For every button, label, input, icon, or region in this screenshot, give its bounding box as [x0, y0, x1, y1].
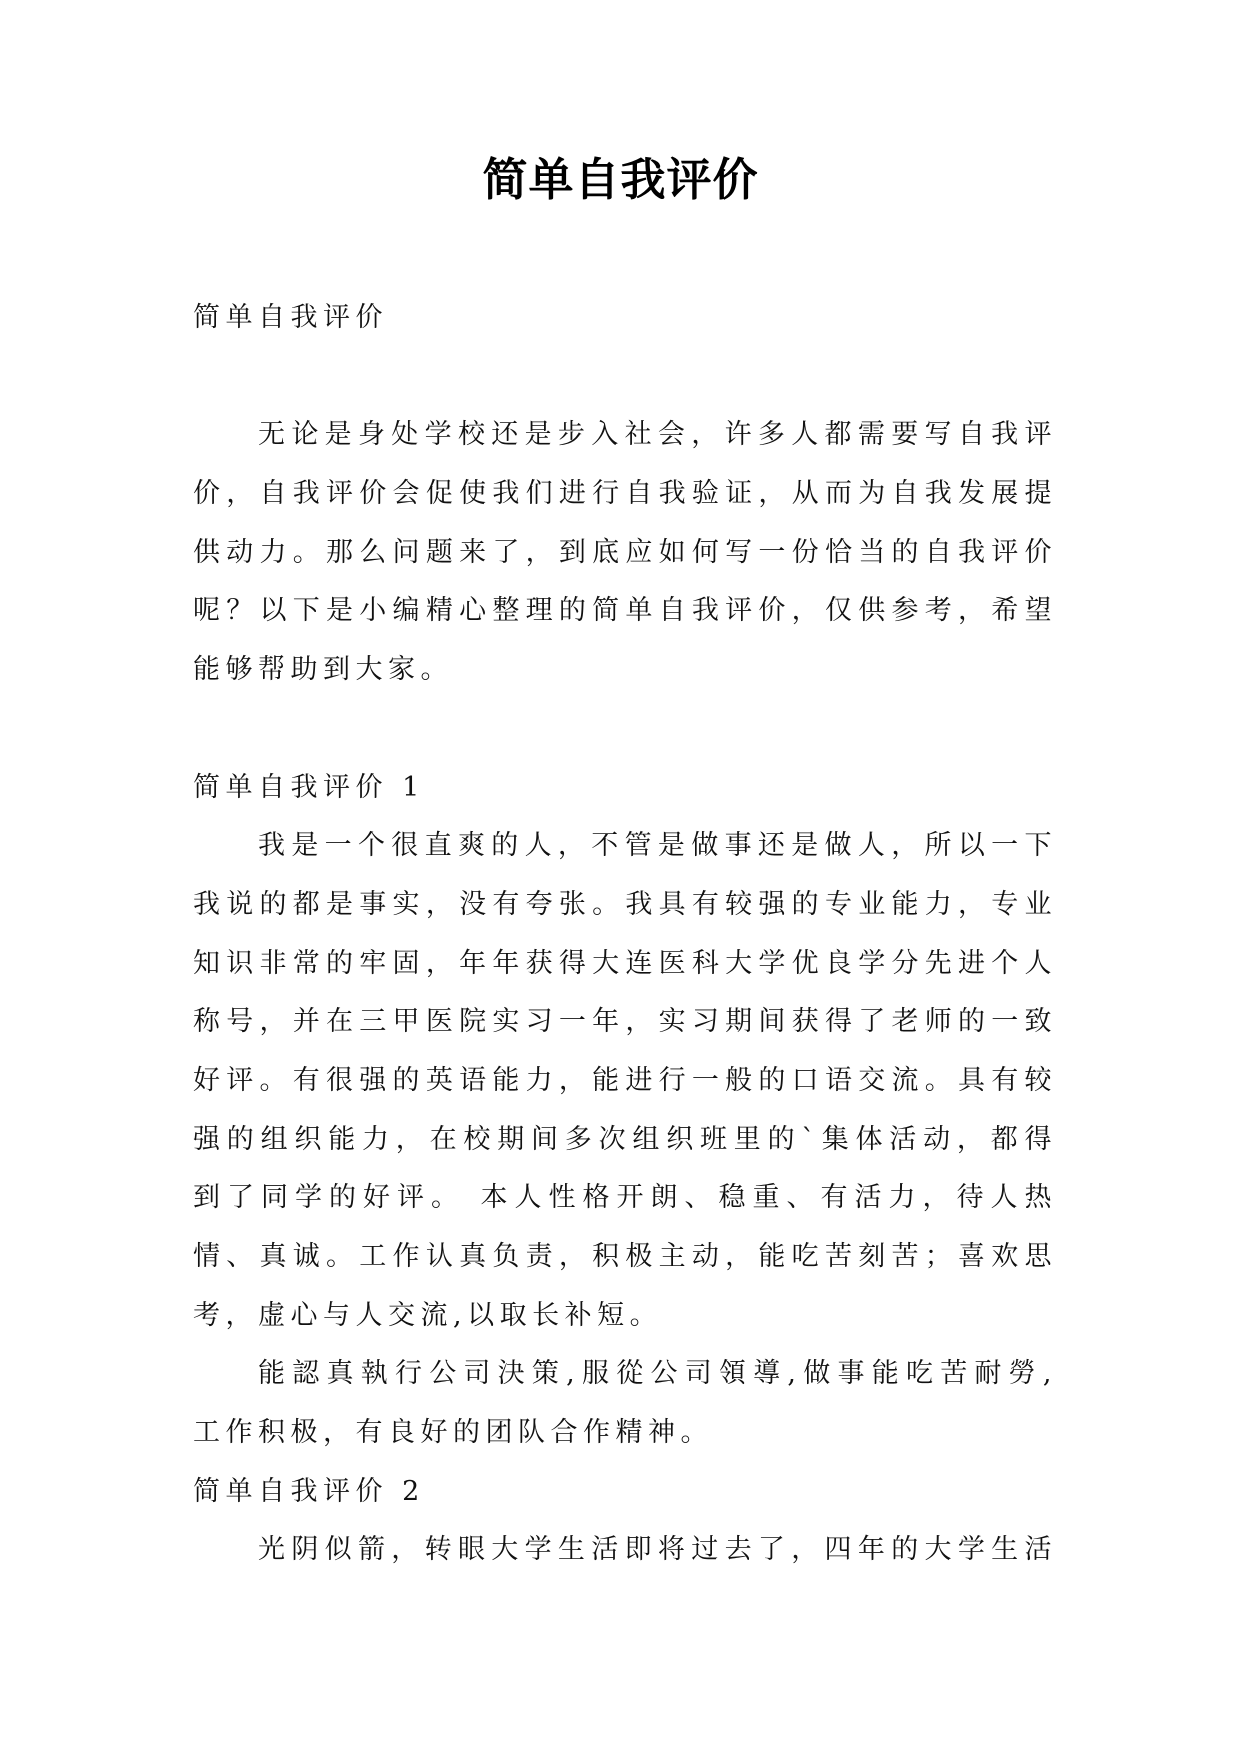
- section-2-paragraph-1: [193, 1521, 1057, 1580]
- section-1-paragraph-2: [193, 1345, 1057, 1462]
- section-heading: 简单自我评价 2: [193, 1475, 425, 1507]
- paragraph-line: 强的组织能力，在校期间多次组织班里的`集体活动，都得: [193, 1123, 1057, 1155]
- paragraph-line: 知识非常的牢固，年年获得大连医科大学优良学分先进个人: [193, 947, 1057, 979]
- paragraph-line: 供动力。那么问题来了，到底应如何写一份恰当的自我评价: [193, 536, 1057, 568]
- paragraph-line: 好评。有很强的英语能力，能进行一般的口语交流。具有较: [193, 1064, 1057, 1096]
- paragraph-line: 工作积极，有良好的团队合作精神。: [193, 1417, 713, 1449]
- section-1: [193, 759, 1057, 1463]
- document-title: 简单自我评价: [482, 153, 759, 206]
- paragraph-line: 价，自我评价会促使我们进行自我验证，从而为自我发展提: [193, 478, 1057, 510]
- section-heading: 简单自我评价 1: [193, 771, 425, 803]
- document-body: [193, 289, 1057, 1580]
- paragraph-line: 我是一个很直爽的人，不管是做事还是做人，所以一下: [258, 830, 1057, 862]
- paragraph-line: 考，虚心与人交流,以取长补短。: [193, 1299, 663, 1331]
- paragraph-line: 呢？以下是小编精心整理的简单自我评价，仅供参考，希望: [193, 595, 1057, 627]
- section-2: [193, 1463, 1057, 1580]
- intro-paragraph: [193, 406, 1057, 699]
- paragraph-line: 情、真诚。工作认真负责，积极主动，能吃苦刻苦；喜欢思: [193, 1241, 1057, 1272]
- paragraph-line: 到了同学的好评。 本人性格开朗、稳重、有活力，待人热: [193, 1182, 1057, 1214]
- paragraph-line: 能够帮助到大家。: [193, 654, 453, 686]
- document-subtitle: 简单自我评价: [193, 302, 388, 333]
- paragraph-line: 光阴似箭，转眼大学生活即将过去了，四年的大学生活: [258, 1534, 1057, 1566]
- section-1-paragraph-1: [193, 817, 1057, 1345]
- paragraph-line: 称号，并在三甲医院实习一年，实习期间获得了老师的一致: [193, 1006, 1057, 1038]
- paragraph-line: 能認真執行公司決策,服從公司領導,做事能吃苦耐勞,: [258, 1358, 1057, 1390]
- paragraph-line: 无论是身处学校还是步入社会，许多人都需要写自我评: [258, 419, 1057, 451]
- paragraph-line: 我说的都是事实，没有夸张。我具有较强的专业能力，专业: [193, 888, 1057, 920]
